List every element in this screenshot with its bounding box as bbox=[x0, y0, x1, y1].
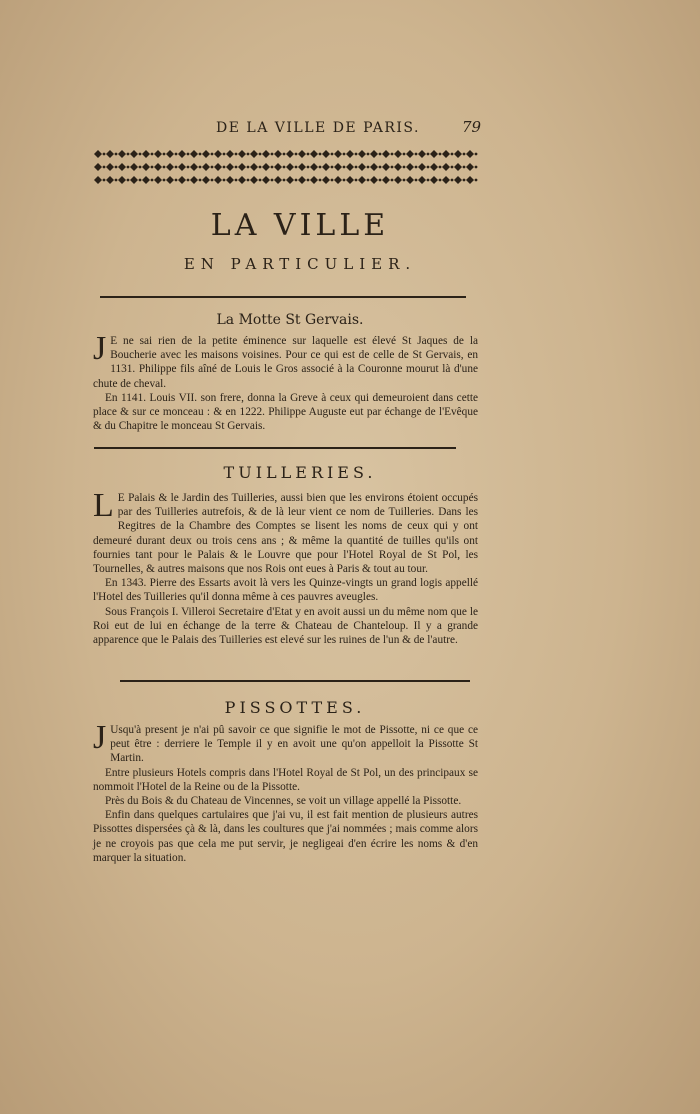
paragraph: E ne sai rien de la petite éminence sur laquelle est élevé St Jaques de la Boucherie avec les maisons voisines. Pour ce qui est de celle de St Gervais, en 1131. Philippe fils aîné de Louis le Gros associé à la Couronne mourut là d'une chute de cheval. bbox=[93, 335, 478, 390]
section-rule bbox=[94, 447, 456, 449]
title-rule bbox=[100, 296, 466, 298]
section-heading-tuilleries: TUILLERIES. bbox=[223, 463, 377, 482]
section-body-motte bbox=[93, 330, 478, 433]
section-rule bbox=[120, 680, 470, 682]
paragraph: Entre plusieurs Hotels compris dans l'Hotel Royal de St Pol, un des principaux se nommoit l'Hotel de la Reine ou de la Pissotte. bbox=[93, 766, 478, 793]
main-title: LA VILLE bbox=[210, 208, 390, 243]
paragraph: Près du Bois & du Chateau de Vincennes, se voit un village appellé la Pissotte. bbox=[105, 795, 462, 808]
section-heading-motte: La Motte St Gervais. bbox=[216, 312, 364, 328]
sub-title: EN PARTICULIER. bbox=[183, 255, 417, 273]
ornamental-border bbox=[92, 148, 478, 190]
section-body-tuilleries bbox=[93, 487, 478, 647]
drop-cap: L bbox=[93, 487, 114, 524]
drop-cap: J bbox=[93, 719, 107, 756]
paragraph: Usqu'à present je n'ai pû savoir ce que signifie le mot de Pissotte, ni ce que ce peut être : derriere le Temple il y en avoit une qu'on appelloit la Pissotte St Martin. bbox=[110, 724, 478, 765]
section-heading-pissottes: PISSOTTES. bbox=[224, 698, 366, 717]
running-head: DE LA VILLE DE PARIS. bbox=[216, 120, 420, 136]
drop-cap: J bbox=[93, 330, 107, 367]
paragraph: En 1141. Louis VII. son frere, donna la Greve à ceux qui demeuroient dans cette place & sur ce monceau : & en 1222. Philippe Auguste eut par échange de l'Evêque & du Chapitre le monceau St Gervais. bbox=[93, 391, 478, 433]
page-number: 79 bbox=[462, 118, 482, 136]
paragraph: Enfin dans quelques cartulaires que j'ai vu, il est fait mention de plusieurs autres Pissottes dispersées çà & là, dans les coultures que j'ai nommées ; mais comme alors je ne croyois pas que cela me put servir, je negligeai d'en écrire les noms & d'en marquer la situation. bbox=[93, 809, 478, 864]
paragraph: Sous François I. Villeroi Secretaire d'Etat y en avoit aussi un du même nom que le Roi eut de lui en échange de la terre & Chateau de Chanteloup. Il y a grande apparence que le Palais des Tuilleries est elevé sur les ruines de l'un & de l'autre. bbox=[93, 605, 478, 647]
paragraph: En 1343. Pierre des Essarts avoit là vers les Quinze-vingts un grand logis appellé l'Hotel des Tuilleries qu'il donna même à ces pauvres aveugles. bbox=[93, 577, 478, 604]
section-body-pissottes bbox=[93, 719, 478, 865]
paragraph: E Palais & le Jardin des Tuilleries, aussi bien que les environs étoient occupés par des Tuilleries autrefois, & de là leur vient ce nom de Tuilleries. Dans les Regitres de la Chambre des Comptes se lisent les noms de ceux qui y ont demeuré durant deux ou trois cens ans ; & même la quantité de tuilles qu'ils ont fournies tant pour le Palais & le Louvre que pour l'Hotel Royal de St Pol, les Tournelles, & autres maisons que nos Rois ont eues à Paris & tout au tour. bbox=[93, 492, 478, 576]
